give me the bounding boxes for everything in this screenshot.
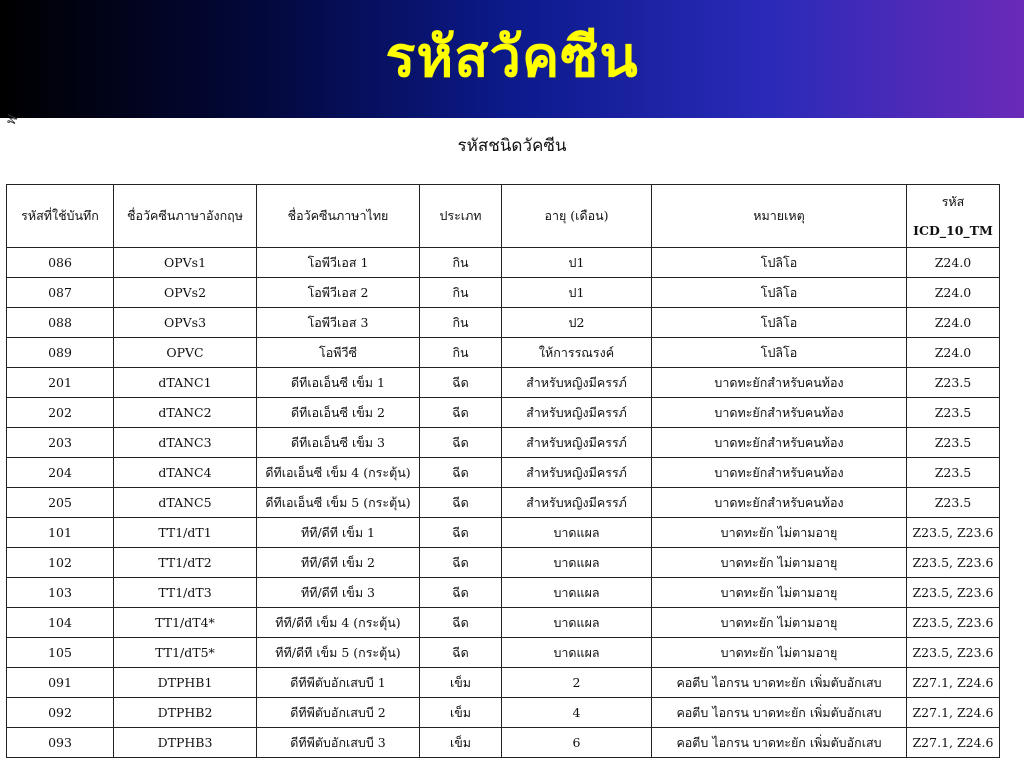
cell-type: กิน bbox=[420, 278, 502, 308]
cell-icd: Z23.5, Z23.6 bbox=[907, 638, 1000, 668]
table-row bbox=[7, 638, 1000, 668]
cell-type: ฉีด bbox=[420, 608, 502, 638]
cell-icd: Z23.5, Z23.6 bbox=[907, 578, 1000, 608]
cell-icd: Z23.5 bbox=[907, 398, 1000, 428]
cell-age: 6 bbox=[502, 728, 652, 758]
cell-name-en: TT1/dT5* bbox=[114, 638, 257, 668]
margin-mark: ฟ bbox=[2, 112, 22, 129]
cell-type: ฉีด bbox=[420, 368, 502, 398]
cell-note: บาดทะยักสำหรับคนท้อง bbox=[652, 398, 907, 428]
cell-name-th: ดีทีพีตับอักเสบบี 1 bbox=[257, 668, 420, 698]
cell-name-en: OPVC bbox=[114, 338, 257, 368]
cell-age: สำหรับหญิงมีครรภ์ bbox=[502, 428, 652, 458]
cell-age: บาดแผล bbox=[502, 518, 652, 548]
cell-type: เข็ม bbox=[420, 728, 502, 758]
cell-name-th: ดีทีพีตับอักเสบบี 2 bbox=[257, 698, 420, 728]
cell-code: 092 bbox=[7, 698, 114, 728]
cell-name-en: dTANC2 bbox=[114, 398, 257, 428]
table-row bbox=[7, 428, 1000, 458]
cell-note: โปลิโอ bbox=[652, 278, 907, 308]
cell-name-en: DTPHB2 bbox=[114, 698, 257, 728]
cell-name-th: ดีทีเอเอ็นซี เข็ม 5 (กระตุ้น) bbox=[257, 488, 420, 518]
cell-type: ฉีด bbox=[420, 638, 502, 668]
cell-note: บาดทะยัก ไม่ตามอายุ bbox=[652, 518, 907, 548]
cell-name-th: ทีที/ดีที เข็ม 3 bbox=[257, 578, 420, 608]
table-body bbox=[7, 248, 1000, 758]
cell-name-th: โอพีวีซี bbox=[257, 338, 420, 368]
cell-icd: Z23.5 bbox=[907, 368, 1000, 398]
cell-name-en: TT1/dT4* bbox=[114, 608, 257, 638]
cell-name-en: TT1/dT1 bbox=[114, 518, 257, 548]
cell-name-en: dTANC5 bbox=[114, 488, 257, 518]
cell-code: 105 bbox=[7, 638, 114, 668]
header-note: หมายเหตุ bbox=[652, 185, 907, 248]
header-icd-code: ICD_10_TM bbox=[913, 223, 993, 238]
cell-age: บาดแผล bbox=[502, 638, 652, 668]
cell-icd: Z23.5 bbox=[907, 458, 1000, 488]
cell-type: ฉีด bbox=[420, 398, 502, 428]
cell-note: บาดทะยัก ไม่ตามอายุ bbox=[652, 608, 907, 638]
cell-note: โปลิโอ bbox=[652, 308, 907, 338]
cell-name-th: ทีที/ดีที เข็ม 1 bbox=[257, 518, 420, 548]
cell-name-en: dTANC4 bbox=[114, 458, 257, 488]
cell-name-th: โอพีวีเอส 1 bbox=[257, 248, 420, 278]
table-row bbox=[7, 308, 1000, 338]
table-row bbox=[7, 518, 1000, 548]
cell-type: กิน bbox=[420, 338, 502, 368]
table-row bbox=[7, 608, 1000, 638]
cell-code: 091 bbox=[7, 668, 114, 698]
cell-name-th: ทีที/ดีที เข็ม 4 (กระตุ้น) bbox=[257, 608, 420, 638]
table-row bbox=[7, 398, 1000, 428]
cell-type: ฉีด bbox=[420, 458, 502, 488]
cell-age: ให้การรณรงค์ bbox=[502, 338, 652, 368]
cell-icd: Z23.5, Z23.6 bbox=[907, 548, 1000, 578]
cell-name-th: ดีทีเอเอ็นซี เข็ม 3 bbox=[257, 428, 420, 458]
header-type: ประเภท bbox=[420, 185, 502, 248]
cell-icd: Z27.1, Z24.6 bbox=[907, 728, 1000, 758]
cell-code: 086 bbox=[7, 248, 114, 278]
table-row bbox=[7, 698, 1000, 728]
cell-icd: Z24.0 bbox=[907, 308, 1000, 338]
cell-type: ฉีด bbox=[420, 428, 502, 458]
cell-name-en: DTPHB3 bbox=[114, 728, 257, 758]
cell-name-th: ดีทีเอเอ็นซี เข็ม 4 (กระตุ้น) bbox=[257, 458, 420, 488]
cell-name-th: ดีทีพีตับอักเสบบี 3 bbox=[257, 728, 420, 758]
table-row bbox=[7, 548, 1000, 578]
cell-name-th: ดีทีเอเอ็นซี เข็ม 1 bbox=[257, 368, 420, 398]
header-age: อายุ (เดือน) bbox=[502, 185, 652, 248]
cell-name-en: OPVs1 bbox=[114, 248, 257, 278]
table-row bbox=[7, 338, 1000, 368]
table-row bbox=[7, 578, 1000, 608]
cell-note: บาดทะยักสำหรับคนท้อง bbox=[652, 458, 907, 488]
header-name-th: ชื่อวัคซีนภาษาไทย bbox=[257, 185, 420, 248]
cell-age: 2 bbox=[502, 668, 652, 698]
table-row bbox=[7, 368, 1000, 398]
document-title: รหัสชนิดวัคซีน bbox=[457, 136, 567, 156]
table-row bbox=[7, 488, 1000, 518]
cell-code: 087 bbox=[7, 278, 114, 308]
cell-code: 205 bbox=[7, 488, 114, 518]
cell-age: บาดแผล bbox=[502, 548, 652, 578]
vaccine-code-table bbox=[6, 184, 1000, 758]
cell-name-en: TT1/dT3 bbox=[114, 578, 257, 608]
cell-note: บาดทะยักสำหรับคนท้อง bbox=[652, 428, 907, 458]
cell-name-en: dTANC1 bbox=[114, 368, 257, 398]
table-row bbox=[7, 278, 1000, 308]
cell-note: คอตีบ ไอกรน บาดทะยัก เพิ่มตับอักเสบ bbox=[652, 698, 907, 728]
cell-age: ป1 bbox=[502, 278, 652, 308]
slide-title: รหัสวัคซีน bbox=[385, 25, 639, 90]
cell-type: ฉีด bbox=[420, 578, 502, 608]
cell-code: 101 bbox=[7, 518, 114, 548]
cell-note: โปลิโอ bbox=[652, 248, 907, 278]
cell-age: ป1 bbox=[502, 248, 652, 278]
cell-code: 202 bbox=[7, 398, 114, 428]
cell-type: กิน bbox=[420, 308, 502, 338]
cell-note: บาดทะยักสำหรับคนท้อง bbox=[652, 368, 907, 398]
cell-code: 088 bbox=[7, 308, 114, 338]
cell-name-th: โอพีวีเอส 2 bbox=[257, 278, 420, 308]
cell-type: เข็ม bbox=[420, 668, 502, 698]
cell-code: 089 bbox=[7, 338, 114, 368]
cell-code: 093 bbox=[7, 728, 114, 758]
cell-age: บาดแผล bbox=[502, 608, 652, 638]
cell-icd: Z23.5 bbox=[907, 488, 1000, 518]
title-banner bbox=[0, 0, 1024, 118]
cell-icd: Z27.1, Z24.6 bbox=[907, 698, 1000, 728]
header-icd-label: รหัส bbox=[941, 194, 965, 209]
cell-age: สำหรับหญิงมีครรภ์ bbox=[502, 488, 652, 518]
cell-icd: Z24.0 bbox=[907, 338, 1000, 368]
cell-code: 103 bbox=[7, 578, 114, 608]
cell-note: โปลิโอ bbox=[652, 338, 907, 368]
cell-type: ฉีด bbox=[420, 548, 502, 578]
cell-name-th: ทีที/ดีที เข็ม 2 bbox=[257, 548, 420, 578]
cell-name-en: OPVs3 bbox=[114, 308, 257, 338]
cell-icd: Z23.5, Z23.6 bbox=[907, 608, 1000, 638]
cell-icd: Z24.0 bbox=[907, 248, 1000, 278]
cell-name-en: OPVs2 bbox=[114, 278, 257, 308]
cell-note: คอตีบ ไอกรน บาดทะยัก เพิ่มตับอักเสบ bbox=[652, 728, 907, 758]
cell-code: 102 bbox=[7, 548, 114, 578]
cell-icd: Z24.0 bbox=[907, 278, 1000, 308]
header-icd bbox=[907, 185, 1000, 248]
cell-name-th: โอพีวีเอส 3 bbox=[257, 308, 420, 338]
cell-code: 203 bbox=[7, 428, 114, 458]
cell-icd: Z23.5, Z23.6 bbox=[907, 518, 1000, 548]
cell-age: สำหรับหญิงมีครรภ์ bbox=[502, 398, 652, 428]
cell-age: ป2 bbox=[502, 308, 652, 338]
cell-icd: Z27.1, Z24.6 bbox=[907, 668, 1000, 698]
cell-code: 201 bbox=[7, 368, 114, 398]
cell-note: คอตีบ ไอกรน บาดทะยัก เพิ่มตับอักเสบ bbox=[652, 668, 907, 698]
table-row bbox=[7, 668, 1000, 698]
header-code: รหัสที่ใช้บันทึก bbox=[7, 185, 114, 248]
table-row bbox=[7, 728, 1000, 758]
cell-name-en: dTANC3 bbox=[114, 428, 257, 458]
cell-name-en: TT1/dT2 bbox=[114, 548, 257, 578]
cell-note: บาดทะยัก ไม่ตามอายุ bbox=[652, 638, 907, 668]
cell-age: 4 bbox=[502, 698, 652, 728]
cell-age: สำหรับหญิงมีครรภ์ bbox=[502, 458, 652, 488]
cell-code: 104 bbox=[7, 608, 114, 638]
table-row bbox=[7, 458, 1000, 488]
cell-icd: Z23.5 bbox=[907, 428, 1000, 458]
cell-type: เข็ม bbox=[420, 698, 502, 728]
table-header-row bbox=[7, 185, 1000, 248]
cell-note: บาดทะยักสำหรับคนท้อง bbox=[652, 488, 907, 518]
cell-name-th: ทีที/ดีที เข็ม 5 (กระตุ้น) bbox=[257, 638, 420, 668]
cell-age: สำหรับหญิงมีครรภ์ bbox=[502, 368, 652, 398]
cell-type: ฉีด bbox=[420, 518, 502, 548]
cell-name-th: ดีทีเอเอ็นซี เข็ม 2 bbox=[257, 398, 420, 428]
table-row bbox=[7, 248, 1000, 278]
cell-name-en: DTPHB1 bbox=[114, 668, 257, 698]
header-name-en: ชื่อวัคซีนภาษาอังกฤษ bbox=[114, 185, 257, 248]
cell-type: ฉีด bbox=[420, 488, 502, 518]
cell-type: กิน bbox=[420, 248, 502, 278]
cell-code: 204 bbox=[7, 458, 114, 488]
cell-age: บาดแผล bbox=[502, 578, 652, 608]
cell-note: บาดทะยัก ไม่ตามอายุ bbox=[652, 548, 907, 578]
cell-note: บาดทะยัก ไม่ตามอายุ bbox=[652, 578, 907, 608]
